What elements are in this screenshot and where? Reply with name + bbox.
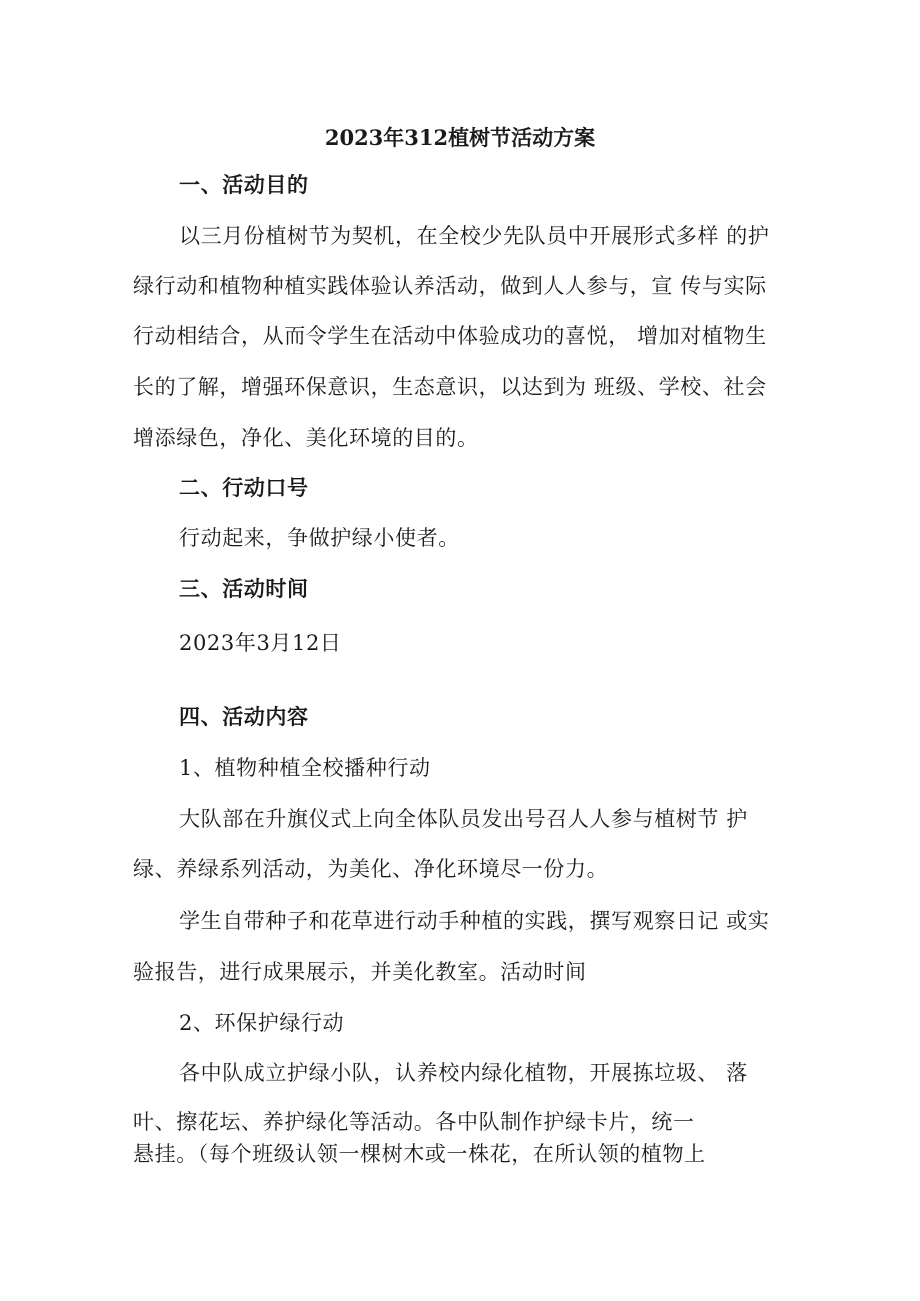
paragraph-line: 长的了解，增强环保意识，生态意识，以达到为 班级、学校、社会 (133, 375, 767, 399)
paragraph-line: 行动相结合，从而令学生在活动中体验成功的喜悦， 增加对植物生 (133, 324, 767, 348)
subsection-heading: 1、植物种植全校播种行动 (179, 756, 431, 780)
paragraph-line: 各中队成立护绿小队，认养校内绿化植物，开展拣垃圾、 落 (179, 1061, 748, 1085)
paragraph-line: 悬挂。（每个班级认领一棵树木或一株花，在所认领的植物上 (133, 1142, 706, 1166)
paragraph-line: 验报告，进行成果展示，并美化教室。活动时间 (133, 960, 587, 984)
paragraph-line: 行动起来，争做护绿小使者。 (179, 526, 460, 550)
paragraph-line: 绿行动和植物种植实践体验认养活动，做到人人参与，宣 传与实际 (133, 274, 767, 298)
subsection-heading: 2、环保护绿行动 (179, 1011, 345, 1035)
paragraph-line: 增添绿色，净化、美化环境的目的。 (133, 426, 479, 450)
paragraph-line: 学生自带种子和花草进行动手种植的实践，撰写观察日记 或实 (179, 909, 770, 933)
section-heading-time: 三、活动时间 (179, 576, 309, 601)
activity-date: 2023年3月12日 (179, 631, 342, 655)
document-title: 2023年312植树节活动方案 (324, 125, 596, 150)
paragraph-line: 大队部在升旗仪式上向全体队员发出号召人人参与植树节 护 (179, 807, 748, 831)
paragraph-line: 叶、擦花坛、养护绿化等活动。各中队制作护绿卡片，统一 (133, 1110, 695, 1134)
paragraph-line: 以三月份植树节为契机，在全校少先队员中开展形式多样 的护 (179, 224, 770, 248)
section-heading-purpose: 一、活动目的 (179, 172, 309, 197)
section-heading-content: 四、活动内容 (179, 704, 309, 729)
section-heading-slogan: 二、行动口号 (179, 475, 309, 500)
paragraph-line: 绿、养绿系列活动，为美化、净化环境尽一份力。 (133, 857, 609, 881)
